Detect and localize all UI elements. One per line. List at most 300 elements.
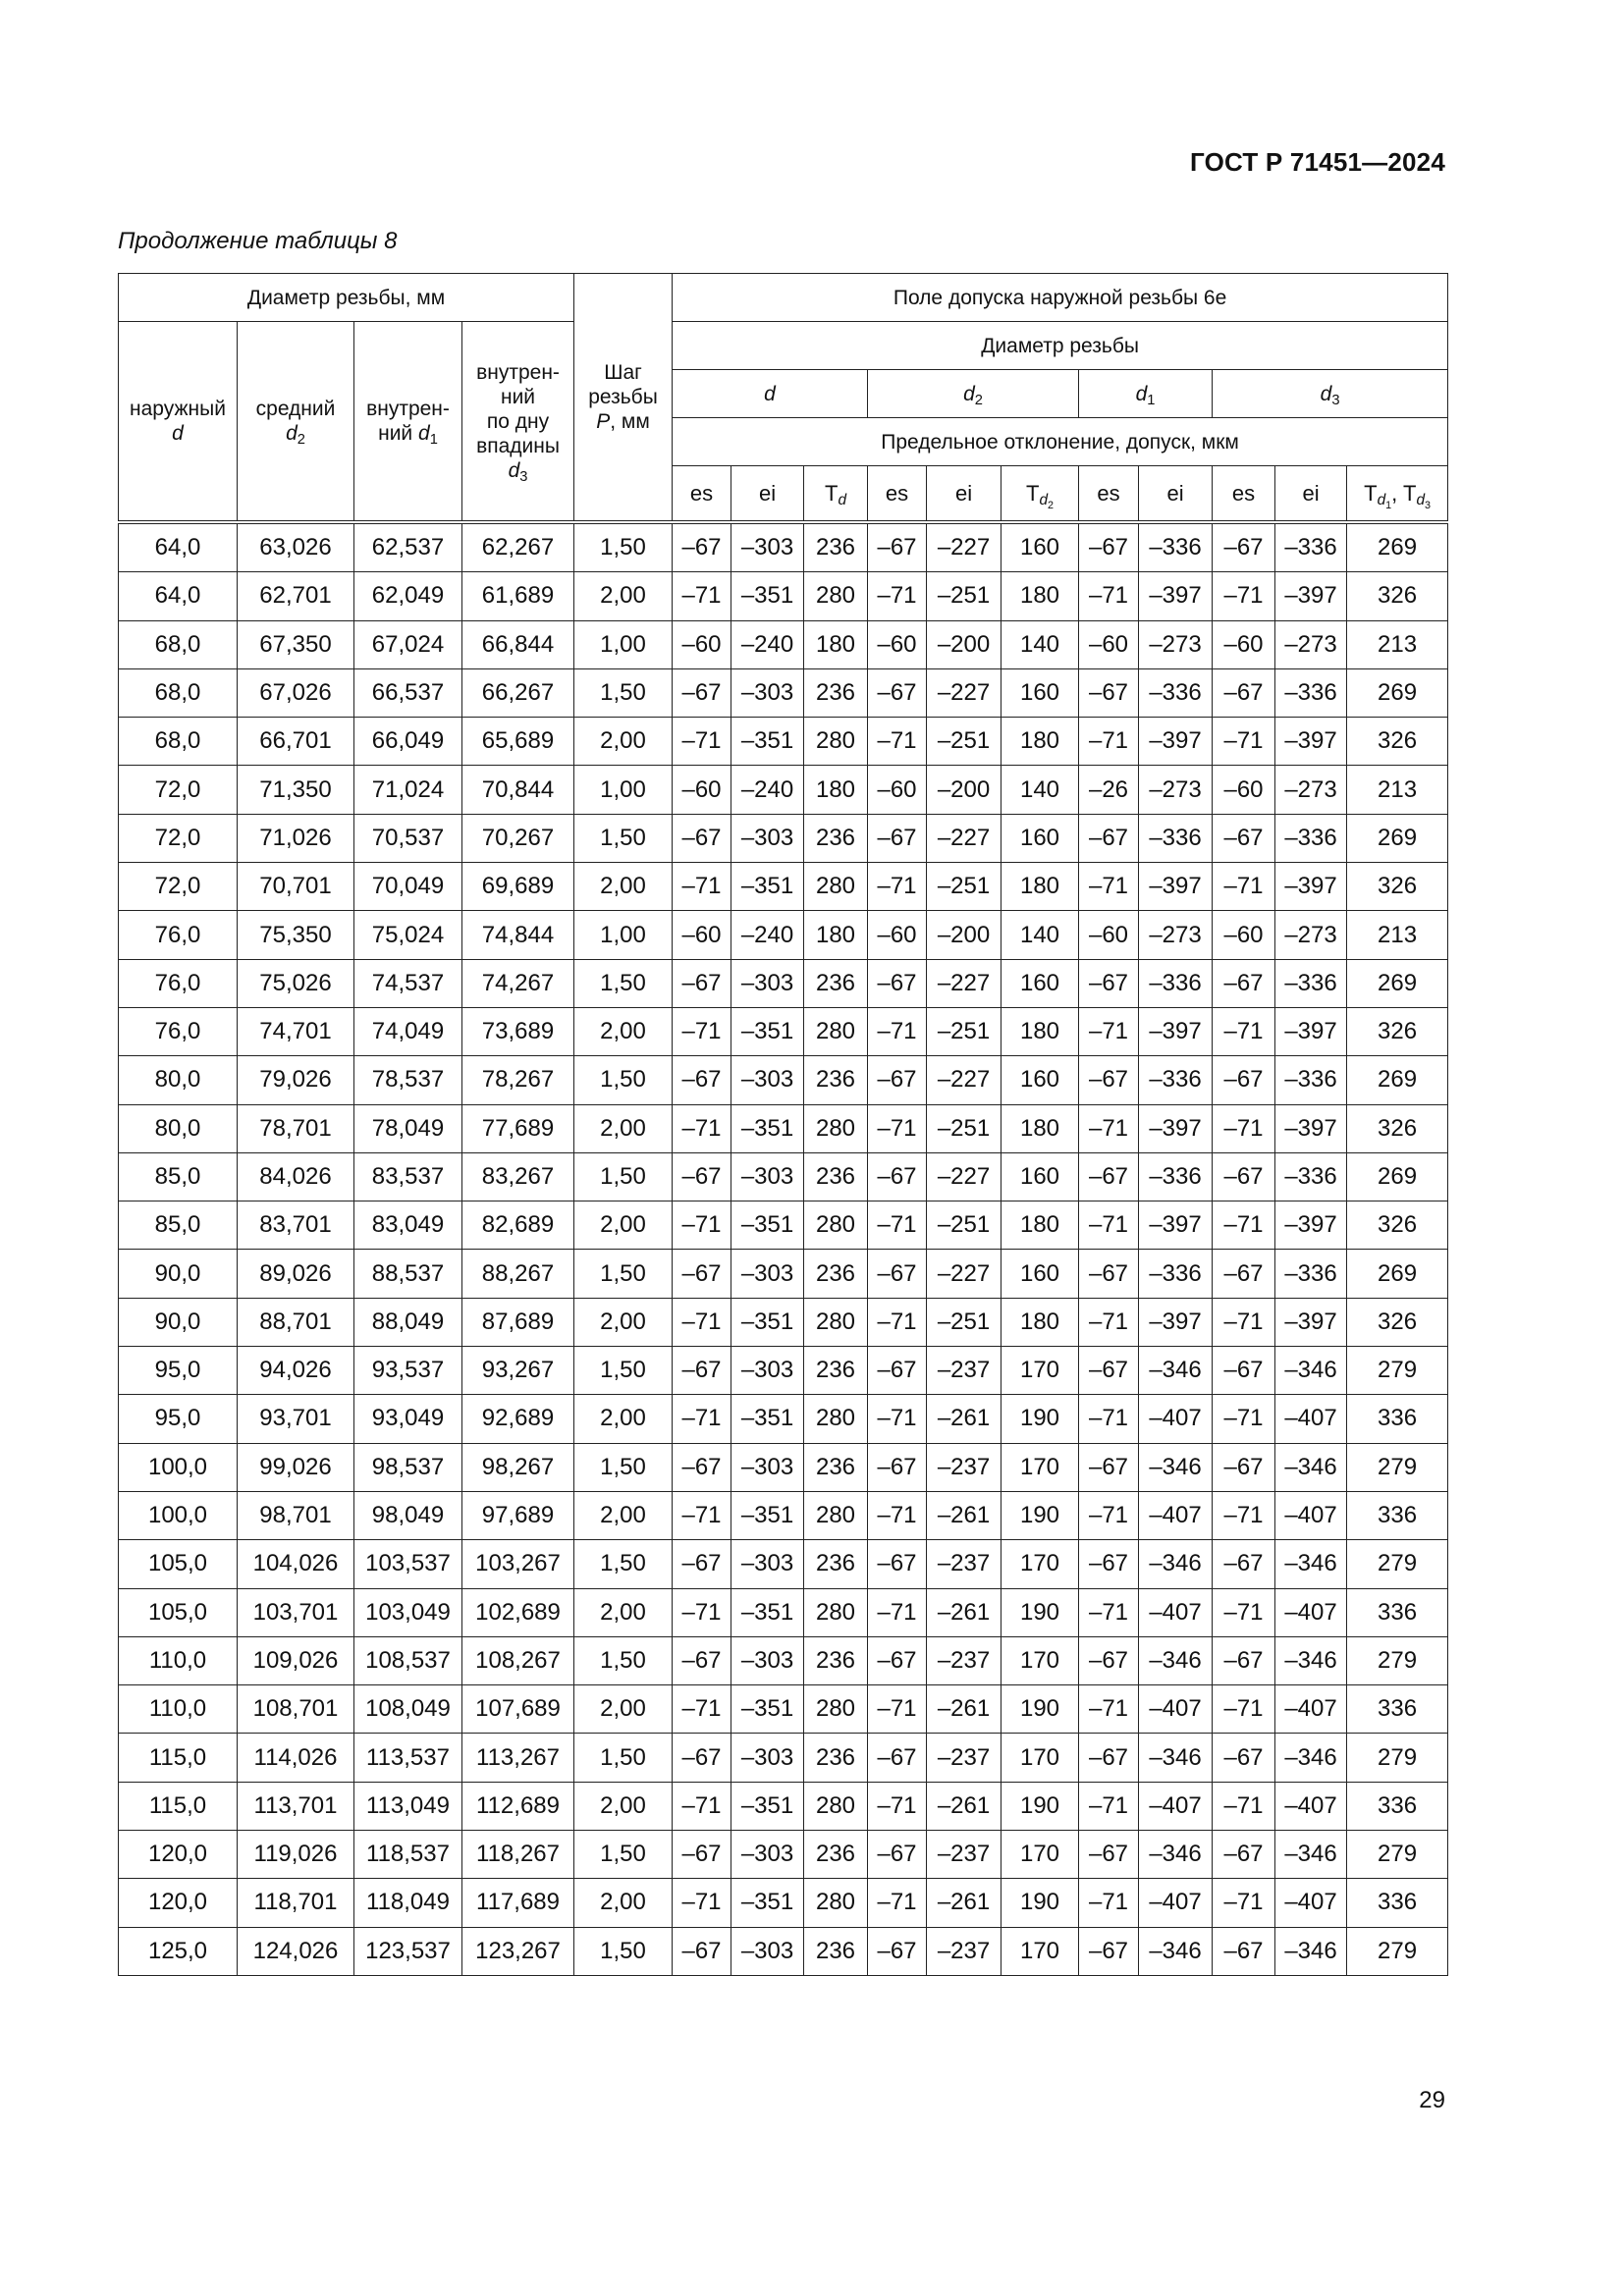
table-cell: –303 — [731, 1734, 804, 1782]
table-cell: –397 — [1139, 1201, 1213, 1250]
table-row — [119, 1734, 1448, 1782]
col-d3-subscript: 3 — [1331, 392, 1340, 408]
page-number: 29 — [1419, 2087, 1445, 2113]
table-cell: –71 — [673, 1298, 731, 1346]
table-cell: –346 — [1139, 1927, 1213, 1975]
table-cell: –26 — [1079, 766, 1139, 814]
table-cell: 85,0 — [119, 1201, 238, 1250]
table-cell: –71 — [673, 1588, 731, 1636]
table-cell: 279 — [1347, 1831, 1448, 1879]
table-cell: 75,350 — [238, 911, 354, 959]
header-d2-es: es — [868, 466, 927, 523]
table-cell: –67 — [1213, 1734, 1275, 1782]
table-cell: 236 — [804, 522, 868, 572]
table-cell: –71 — [868, 1104, 927, 1152]
table-cell: 88,049 — [354, 1298, 462, 1346]
table-cell: –71 — [1079, 863, 1139, 911]
table-cell: –67 — [1079, 1250, 1139, 1298]
table-cell: 83,537 — [354, 1152, 462, 1201]
table-cell: 72,0 — [119, 863, 238, 911]
table-cell: 160 — [1001, 522, 1079, 572]
table-cell: –71 — [1079, 1685, 1139, 1734]
td2-symbol: d — [1039, 492, 1049, 508]
table-cell: –407 — [1275, 1395, 1347, 1443]
header-d3-es: es — [1213, 466, 1275, 523]
table-cell: 2,00 — [574, 1201, 673, 1250]
table-cell: 67,024 — [354, 620, 462, 668]
table-cell: –200 — [927, 911, 1001, 959]
table-cell: –227 — [927, 1152, 1001, 1201]
table-cell: 100,0 — [119, 1491, 238, 1539]
table-cell: 160 — [1001, 814, 1079, 862]
table-cell: –67 — [1079, 1152, 1139, 1201]
table-cell: –303 — [731, 1056, 804, 1104]
table-cell: 107,689 — [462, 1685, 574, 1734]
table-cell: 98,267 — [462, 1443, 574, 1491]
table-cell: 2,00 — [574, 1685, 673, 1734]
table-cell: 1,50 — [574, 1734, 673, 1782]
table-cell: –71 — [673, 1395, 731, 1443]
table-cell: 113,537 — [354, 1734, 462, 1782]
header-outer-diameter — [119, 322, 238, 523]
table-cell: 70,701 — [238, 863, 354, 911]
table-cell: –71 — [1213, 1588, 1275, 1636]
table-cell: 76,0 — [119, 1007, 238, 1055]
header-d1-es: es — [1079, 466, 1139, 523]
table-cell: –71 — [1213, 1007, 1275, 1055]
table-cell: 236 — [804, 1927, 868, 1975]
table-cell: 109,026 — [238, 1636, 354, 1684]
table-cell: –71 — [868, 1491, 927, 1539]
table-cell: –303 — [731, 1250, 804, 1298]
table-cell: –200 — [927, 766, 1001, 814]
table-cell: –71 — [1213, 863, 1275, 911]
table-cell: 280 — [804, 718, 868, 766]
table-cell: –240 — [731, 911, 804, 959]
table-cell: –71 — [673, 863, 731, 911]
table-cell: 66,844 — [462, 620, 574, 668]
table-cell: –71 — [868, 863, 927, 911]
table-row — [119, 1782, 1448, 1830]
pitch-label-1: Шаг — [604, 361, 642, 384]
table-cell: 72,0 — [119, 814, 238, 862]
table-cell: –351 — [731, 1201, 804, 1250]
inner3-label-1: внутрен- — [476, 360, 560, 384]
table-cell: 71,026 — [238, 814, 354, 862]
table-cell: –346 — [1139, 1831, 1213, 1879]
table-row — [119, 1927, 1448, 1975]
table-cell: –407 — [1275, 1782, 1347, 1830]
table-row — [119, 1879, 1448, 1927]
table-cell: –397 — [1139, 718, 1213, 766]
table-cell: –67 — [673, 668, 731, 717]
table-cell: –346 — [1275, 1443, 1347, 1491]
table-cell: 280 — [804, 1879, 868, 1927]
table-cell: 280 — [804, 863, 868, 911]
table-cell: 2,00 — [574, 1782, 673, 1830]
table-cell: –67 — [1213, 1250, 1275, 1298]
table-cell: –71 — [868, 572, 927, 620]
table-cell: 119,026 — [238, 1831, 354, 1879]
table-cell: –336 — [1139, 814, 1213, 862]
table-cell: 140 — [1001, 766, 1079, 814]
table-cell: 103,049 — [354, 1588, 462, 1636]
table-cell: 279 — [1347, 1443, 1448, 1491]
table-cell: 75,026 — [238, 959, 354, 1007]
table-cell: –67 — [1213, 668, 1275, 717]
table-cell: –303 — [731, 1443, 804, 1491]
table-cell: –397 — [1275, 572, 1347, 620]
table-cell: 117,689 — [462, 1879, 574, 1927]
table-cell: –67 — [868, 1152, 927, 1201]
table-cell: 67,026 — [238, 668, 354, 717]
table-cell: 90,0 — [119, 1250, 238, 1298]
table-cell: 103,537 — [354, 1540, 462, 1588]
table-cell: –71 — [1213, 1298, 1275, 1346]
table-cell: 80,0 — [119, 1056, 238, 1104]
table-cell: 326 — [1347, 863, 1448, 911]
table-cell: 115,0 — [119, 1734, 238, 1782]
table-cell: –67 — [1079, 668, 1139, 717]
table-cell: –71 — [868, 1685, 927, 1734]
table-cell: –67 — [868, 668, 927, 717]
table-cell: 62,701 — [238, 572, 354, 620]
table-cell: 279 — [1347, 1734, 1448, 1782]
table-cell: 80,0 — [119, 1104, 238, 1152]
header-d2-td2 — [1001, 466, 1079, 523]
table-cell: 87,689 — [462, 1298, 574, 1346]
table-cell: 236 — [804, 1056, 868, 1104]
table-cell: –240 — [731, 620, 804, 668]
table-cell: 236 — [804, 1831, 868, 1879]
mean-label: средний — [255, 398, 336, 420]
table-cell: 125,0 — [119, 1927, 238, 1975]
table-cell: –67 — [673, 522, 731, 572]
table-cell: –273 — [1139, 620, 1213, 668]
table-cell: –397 — [1275, 1007, 1347, 1055]
table-cell: 118,537 — [354, 1831, 462, 1879]
table-cell: –407 — [1139, 1588, 1213, 1636]
table-cell: –251 — [927, 718, 1001, 766]
table-cell: –71 — [1213, 1782, 1275, 1830]
table-cell: 180 — [1001, 1007, 1079, 1055]
table-cell: –67 — [1213, 959, 1275, 1007]
table-cell: 160 — [1001, 1056, 1079, 1104]
table-cell: 118,049 — [354, 1879, 462, 1927]
table-cell: 180 — [1001, 1104, 1079, 1152]
table-cell: 160 — [1001, 668, 1079, 717]
table-cell: –67 — [1079, 1636, 1139, 1684]
table-cell: –67 — [868, 1056, 927, 1104]
table-cell: 1,50 — [574, 1636, 673, 1684]
table-row — [119, 1831, 1448, 1879]
header-mean-diameter — [238, 322, 354, 523]
table-cell: 74,537 — [354, 959, 462, 1007]
table-cell: –237 — [927, 1347, 1001, 1395]
document-code: ГОСТ Р 71451—2024 — [1190, 147, 1445, 177]
table-cell: 180 — [804, 766, 868, 814]
table-cell: 93,049 — [354, 1395, 462, 1443]
table-cell: –67 — [868, 522, 927, 572]
table-cell: 88,701 — [238, 1298, 354, 1346]
table-cell: –67 — [1079, 1734, 1139, 1782]
table-cell: –407 — [1139, 1782, 1213, 1830]
table-cell: –261 — [927, 1782, 1001, 1830]
table-cell: –351 — [731, 1879, 804, 1927]
table-cell: –407 — [1139, 1395, 1213, 1443]
table-cell: 89,026 — [238, 1250, 354, 1298]
table-cell: 170 — [1001, 1831, 1079, 1879]
table-cell: 280 — [804, 1395, 868, 1443]
table-cell: 170 — [1001, 1443, 1079, 1491]
table-cell: 213 — [1347, 766, 1448, 814]
table-cell: 113,701 — [238, 1782, 354, 1830]
header-inner-diameter — [354, 322, 462, 523]
table-row — [119, 1104, 1448, 1152]
table-cell: –71 — [868, 1298, 927, 1346]
table-cell: 62,537 — [354, 522, 462, 572]
table-cell: –67 — [1079, 1927, 1139, 1975]
table-cell: –251 — [927, 1201, 1001, 1250]
table-cell: –60 — [868, 766, 927, 814]
table-cell: –240 — [731, 766, 804, 814]
table-row — [119, 1540, 1448, 1588]
table-row — [119, 1007, 1448, 1055]
col-d1-symbol: d — [1135, 382, 1148, 405]
table-cell: –336 — [1275, 1056, 1347, 1104]
table-cell: 104,026 — [238, 1540, 354, 1588]
table-cell: 280 — [804, 1491, 868, 1539]
table-cell: –351 — [731, 572, 804, 620]
table-cell: 110,0 — [119, 1636, 238, 1684]
table-cell: –227 — [927, 814, 1001, 862]
table-cell: 93,267 — [462, 1347, 574, 1395]
outer-symbol: d — [172, 422, 184, 445]
table-cell: 336 — [1347, 1491, 1448, 1539]
table-cell: 95,0 — [119, 1395, 238, 1443]
header-tolerance-field: Поле допуска наружной резьбы 6е — [673, 274, 1448, 322]
table-cell: 326 — [1347, 1007, 1448, 1055]
table-cell: –67 — [1213, 522, 1275, 572]
table-cell: –273 — [1139, 766, 1213, 814]
table-cell: –237 — [927, 1443, 1001, 1491]
table-cell: –336 — [1139, 522, 1213, 572]
table-cell: 113,049 — [354, 1782, 462, 1830]
td-letter: T — [825, 481, 839, 506]
table-cell: –71 — [673, 718, 731, 766]
table-cell: 280 — [804, 1588, 868, 1636]
table-cell: 124,026 — [238, 1927, 354, 1975]
inner1-subscript: 1 — [429, 432, 438, 448]
header-pitch — [574, 274, 673, 523]
table-cell: –67 — [673, 1347, 731, 1395]
table-cell: –71 — [1079, 1491, 1139, 1539]
table-cell: –67 — [673, 1734, 731, 1782]
table-cell: –71 — [1213, 1879, 1275, 1927]
table-cell: –303 — [731, 1347, 804, 1395]
table-cell: 2,00 — [574, 1298, 673, 1346]
table-cell: –67 — [1079, 814, 1139, 862]
table-cell: 269 — [1347, 814, 1448, 862]
table-cell: 2,00 — [574, 1491, 673, 1539]
table-cell: 102,689 — [462, 1588, 574, 1636]
table-cell: –237 — [927, 1540, 1001, 1588]
header-d-td — [804, 466, 868, 523]
table-cell: 160 — [1001, 1250, 1079, 1298]
table-cell: –336 — [1275, 1152, 1347, 1201]
table-cell: 108,267 — [462, 1636, 574, 1684]
table-cell: 1,50 — [574, 522, 673, 572]
table-cell: –67 — [868, 1734, 927, 1782]
table-cell: 280 — [804, 1685, 868, 1734]
table-cell: –346 — [1139, 1347, 1213, 1395]
table-cell: 2,00 — [574, 1588, 673, 1636]
table-cell: 2,00 — [574, 718, 673, 766]
table-cell: –67 — [868, 1347, 927, 1395]
table-cell: –397 — [1275, 863, 1347, 911]
table-cell: –60 — [1079, 620, 1139, 668]
table-cell: –71 — [1079, 572, 1139, 620]
table-cell: –397 — [1139, 1007, 1213, 1055]
table-cell: 1,50 — [574, 1056, 673, 1104]
table-cell: –67 — [1213, 1443, 1275, 1491]
table-cell: –346 — [1275, 1636, 1347, 1684]
table-cell: 118,701 — [238, 1879, 354, 1927]
table-cell: 2,00 — [574, 572, 673, 620]
table-row — [119, 1636, 1448, 1684]
table-cell: –273 — [1275, 911, 1347, 959]
table-cell: 326 — [1347, 1104, 1448, 1152]
table-cell: 336 — [1347, 1782, 1448, 1830]
table-cell: 62,049 — [354, 572, 462, 620]
table-cell: 280 — [804, 1007, 868, 1055]
table-cell: 98,701 — [238, 1491, 354, 1539]
table-cell: 66,701 — [238, 718, 354, 766]
table-cell: 1,50 — [574, 668, 673, 717]
table-cell: 74,701 — [238, 1007, 354, 1055]
table-cell: 70,049 — [354, 863, 462, 911]
table-cell: 69,689 — [462, 863, 574, 911]
table-cell: 74,049 — [354, 1007, 462, 1055]
table-cell: –67 — [673, 1152, 731, 1201]
col-d-symbol: d — [764, 382, 776, 405]
table-cell: –200 — [927, 620, 1001, 668]
table-cell: 1,50 — [574, 1347, 673, 1395]
table-cell: 160 — [1001, 959, 1079, 1007]
table-cell: –71 — [673, 1201, 731, 1250]
table-cell: –71 — [1213, 1201, 1275, 1250]
table-cell: –351 — [731, 863, 804, 911]
table-cell: –67 — [673, 1443, 731, 1491]
table-cell: –67 — [868, 1540, 927, 1588]
table-row — [119, 1056, 1448, 1104]
table-cell: –261 — [927, 1685, 1001, 1734]
td3-subscript: 3 — [1425, 500, 1431, 511]
table-cell: –407 — [1139, 1685, 1213, 1734]
table-cell: –67 — [673, 1056, 731, 1104]
table-cell: –71 — [1079, 1782, 1139, 1830]
table-cell: –71 — [1213, 718, 1275, 766]
table-cell: –67 — [1213, 1347, 1275, 1395]
table-cell: 94,026 — [238, 1347, 354, 1395]
table-cell: 170 — [1001, 1734, 1079, 1782]
table-cell: 236 — [804, 814, 868, 862]
table-cell: –251 — [927, 572, 1001, 620]
table-cell: –346 — [1139, 1734, 1213, 1782]
table-cell: –251 — [927, 1007, 1001, 1055]
table-row — [119, 863, 1448, 911]
inner3-symbol: d — [508, 458, 520, 482]
table-caption: Продолжение таблицы 8 — [118, 228, 398, 254]
table-cell: –336 — [1139, 668, 1213, 717]
table-cell: 140 — [1001, 911, 1079, 959]
table-cell: –227 — [927, 1056, 1001, 1104]
table-cell: –71 — [1079, 1588, 1139, 1636]
table-cell: –67 — [1079, 522, 1139, 572]
table-row — [119, 572, 1448, 620]
table-cell: –237 — [927, 1927, 1001, 1975]
table-cell: –71 — [673, 1879, 731, 1927]
table-cell: –303 — [731, 1831, 804, 1879]
table-cell: –67 — [673, 1927, 731, 1975]
table-cell: 68,0 — [119, 718, 238, 766]
table-cell: 236 — [804, 1636, 868, 1684]
table-cell: 1,50 — [574, 1831, 673, 1879]
table-row — [119, 1298, 1448, 1346]
table-cell: 118,267 — [462, 1831, 574, 1879]
pitch-symbol: P — [596, 410, 611, 433]
table-cell: 236 — [804, 959, 868, 1007]
table-row — [119, 1443, 1448, 1491]
table-cell: –67 — [1079, 1347, 1139, 1395]
table-cell: 280 — [804, 572, 868, 620]
table-cell: 236 — [804, 1443, 868, 1491]
table-cell: 180 — [804, 620, 868, 668]
table-cell: –67 — [1079, 1831, 1139, 1879]
table-cell: –336 — [1139, 1152, 1213, 1201]
table-cell: 93,701 — [238, 1395, 354, 1443]
table-cell: –407 — [1275, 1685, 1347, 1734]
table-cell: –71 — [868, 1879, 927, 1927]
table-cell: 76,0 — [119, 959, 238, 1007]
table-cell: –303 — [731, 814, 804, 862]
table-cell: 280 — [804, 1298, 868, 1346]
table-cell: –67 — [868, 1636, 927, 1684]
inner1-label-1: внутрен- — [366, 398, 450, 420]
table-cell: 61,689 — [462, 572, 574, 620]
table-cell: –251 — [927, 1298, 1001, 1346]
header-diameter-sub: Диаметр резьбы — [673, 322, 1448, 370]
table-row — [119, 814, 1448, 862]
table-cell: –261 — [927, 1395, 1001, 1443]
table-cell: 180 — [1001, 1298, 1079, 1346]
table-cell: 236 — [804, 1734, 868, 1782]
table-row — [119, 766, 1448, 814]
table-cell: –227 — [927, 668, 1001, 717]
table-cell: 83,267 — [462, 1152, 574, 1201]
table-cell: 180 — [1001, 1201, 1079, 1250]
table-cell: 98,049 — [354, 1491, 462, 1539]
table-row — [119, 1491, 1448, 1539]
table-cell: 2,00 — [574, 1395, 673, 1443]
pitch-label-2: резьбы — [588, 386, 658, 408]
table-cell: –71 — [868, 1395, 927, 1443]
table-row — [119, 668, 1448, 717]
table-cell: –71 — [1079, 1395, 1139, 1443]
table-cell: –303 — [731, 522, 804, 572]
table-cell: 92,689 — [462, 1395, 574, 1443]
table-cell: 269 — [1347, 668, 1448, 717]
